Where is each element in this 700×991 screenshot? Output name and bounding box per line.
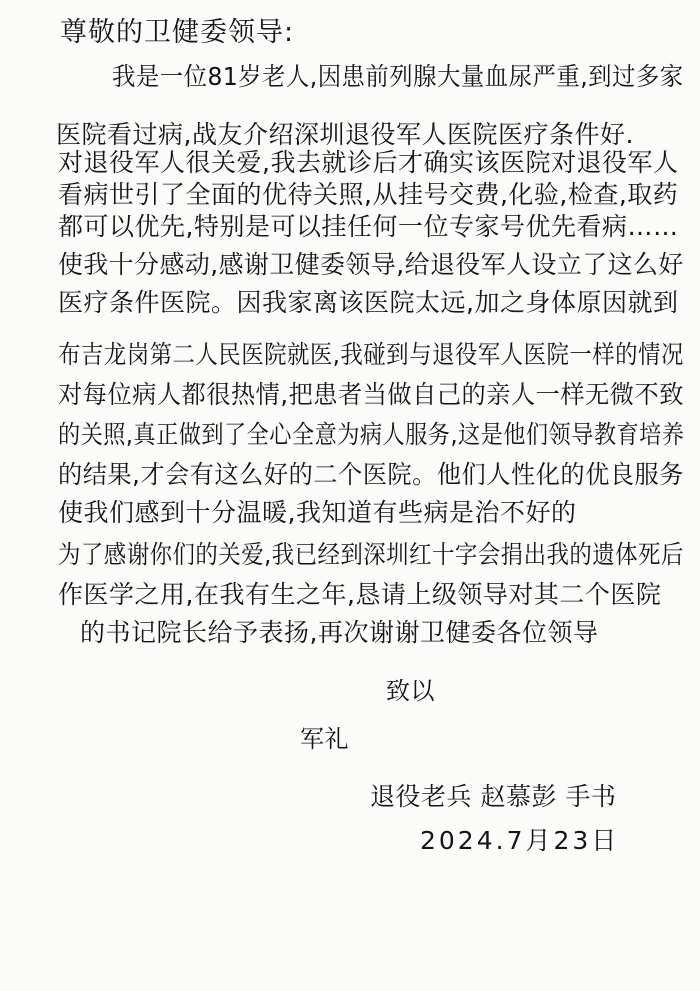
letter-line-12: 使我们感到十分温暖,我知道有些病是治不好的 bbox=[58, 498, 577, 527]
letter-line-11: 的结果,才会有这么好的二个医院。他们人性化的优良服务 bbox=[58, 460, 684, 489]
letter-line-2: 医院看过病,战友介绍深圳退役军人医院医疗条件好. bbox=[56, 120, 634, 149]
letter-line-5: 都可以优先,特别是可以挂任何一位专家号优先看病…… bbox=[58, 212, 679, 241]
letter-date: 2024.7月23日 bbox=[420, 826, 620, 855]
letter-closing: 致以 bbox=[386, 677, 435, 705]
letter-line-4: 看病世引了全面的优待关照,从挂号交费,化验,检查,取药 bbox=[58, 180, 679, 209]
letter-line-8: 布吉龙岗第二人民医院就医,我碰到与退役军人医院一样的情况 bbox=[58, 340, 684, 369]
letter-line-14: 作医学之用,在我有生之年,恳请上级领导对其二个医院 bbox=[58, 580, 662, 609]
letter-line-10: 的关照,真正做到了全心全意为病人服务,这是他们领导教育培养 bbox=[58, 420, 685, 449]
letter-line-13: 为了感谢你们的关爱,我已经到深圳红十字会捐出我的遗体死后 bbox=[58, 540, 684, 569]
letter-salutation: 尊敬的卫健委领导: bbox=[60, 17, 295, 48]
letter-salute: 军礼 bbox=[300, 725, 349, 753]
letter-line-15: 的书记院长给予表扬,再次谢谢卫健委各位领导 bbox=[80, 618, 599, 647]
letter-line-7: 医疗条件医院。因我家离该医院太远,加之身体原因就到 bbox=[58, 288, 679, 317]
letter-line-3: 对退役军人很关爱,我去就诊后才确实该医院对退役军人 bbox=[58, 148, 679, 177]
letter-signature: 退役老兵 赵慕彭 手书 bbox=[370, 782, 617, 811]
letter-line-6: 使我十分感动,感谢卫健委领导,给退役军人设立了这么好 bbox=[58, 250, 684, 279]
letter-line-9: 对每位病人都很热情,把患者当做自己的亲人一样无微不致 bbox=[58, 380, 684, 409]
letter-line-1: 我是一位81岁老人,因患前列腺大量血尿严重,到过多家 bbox=[112, 62, 684, 91]
